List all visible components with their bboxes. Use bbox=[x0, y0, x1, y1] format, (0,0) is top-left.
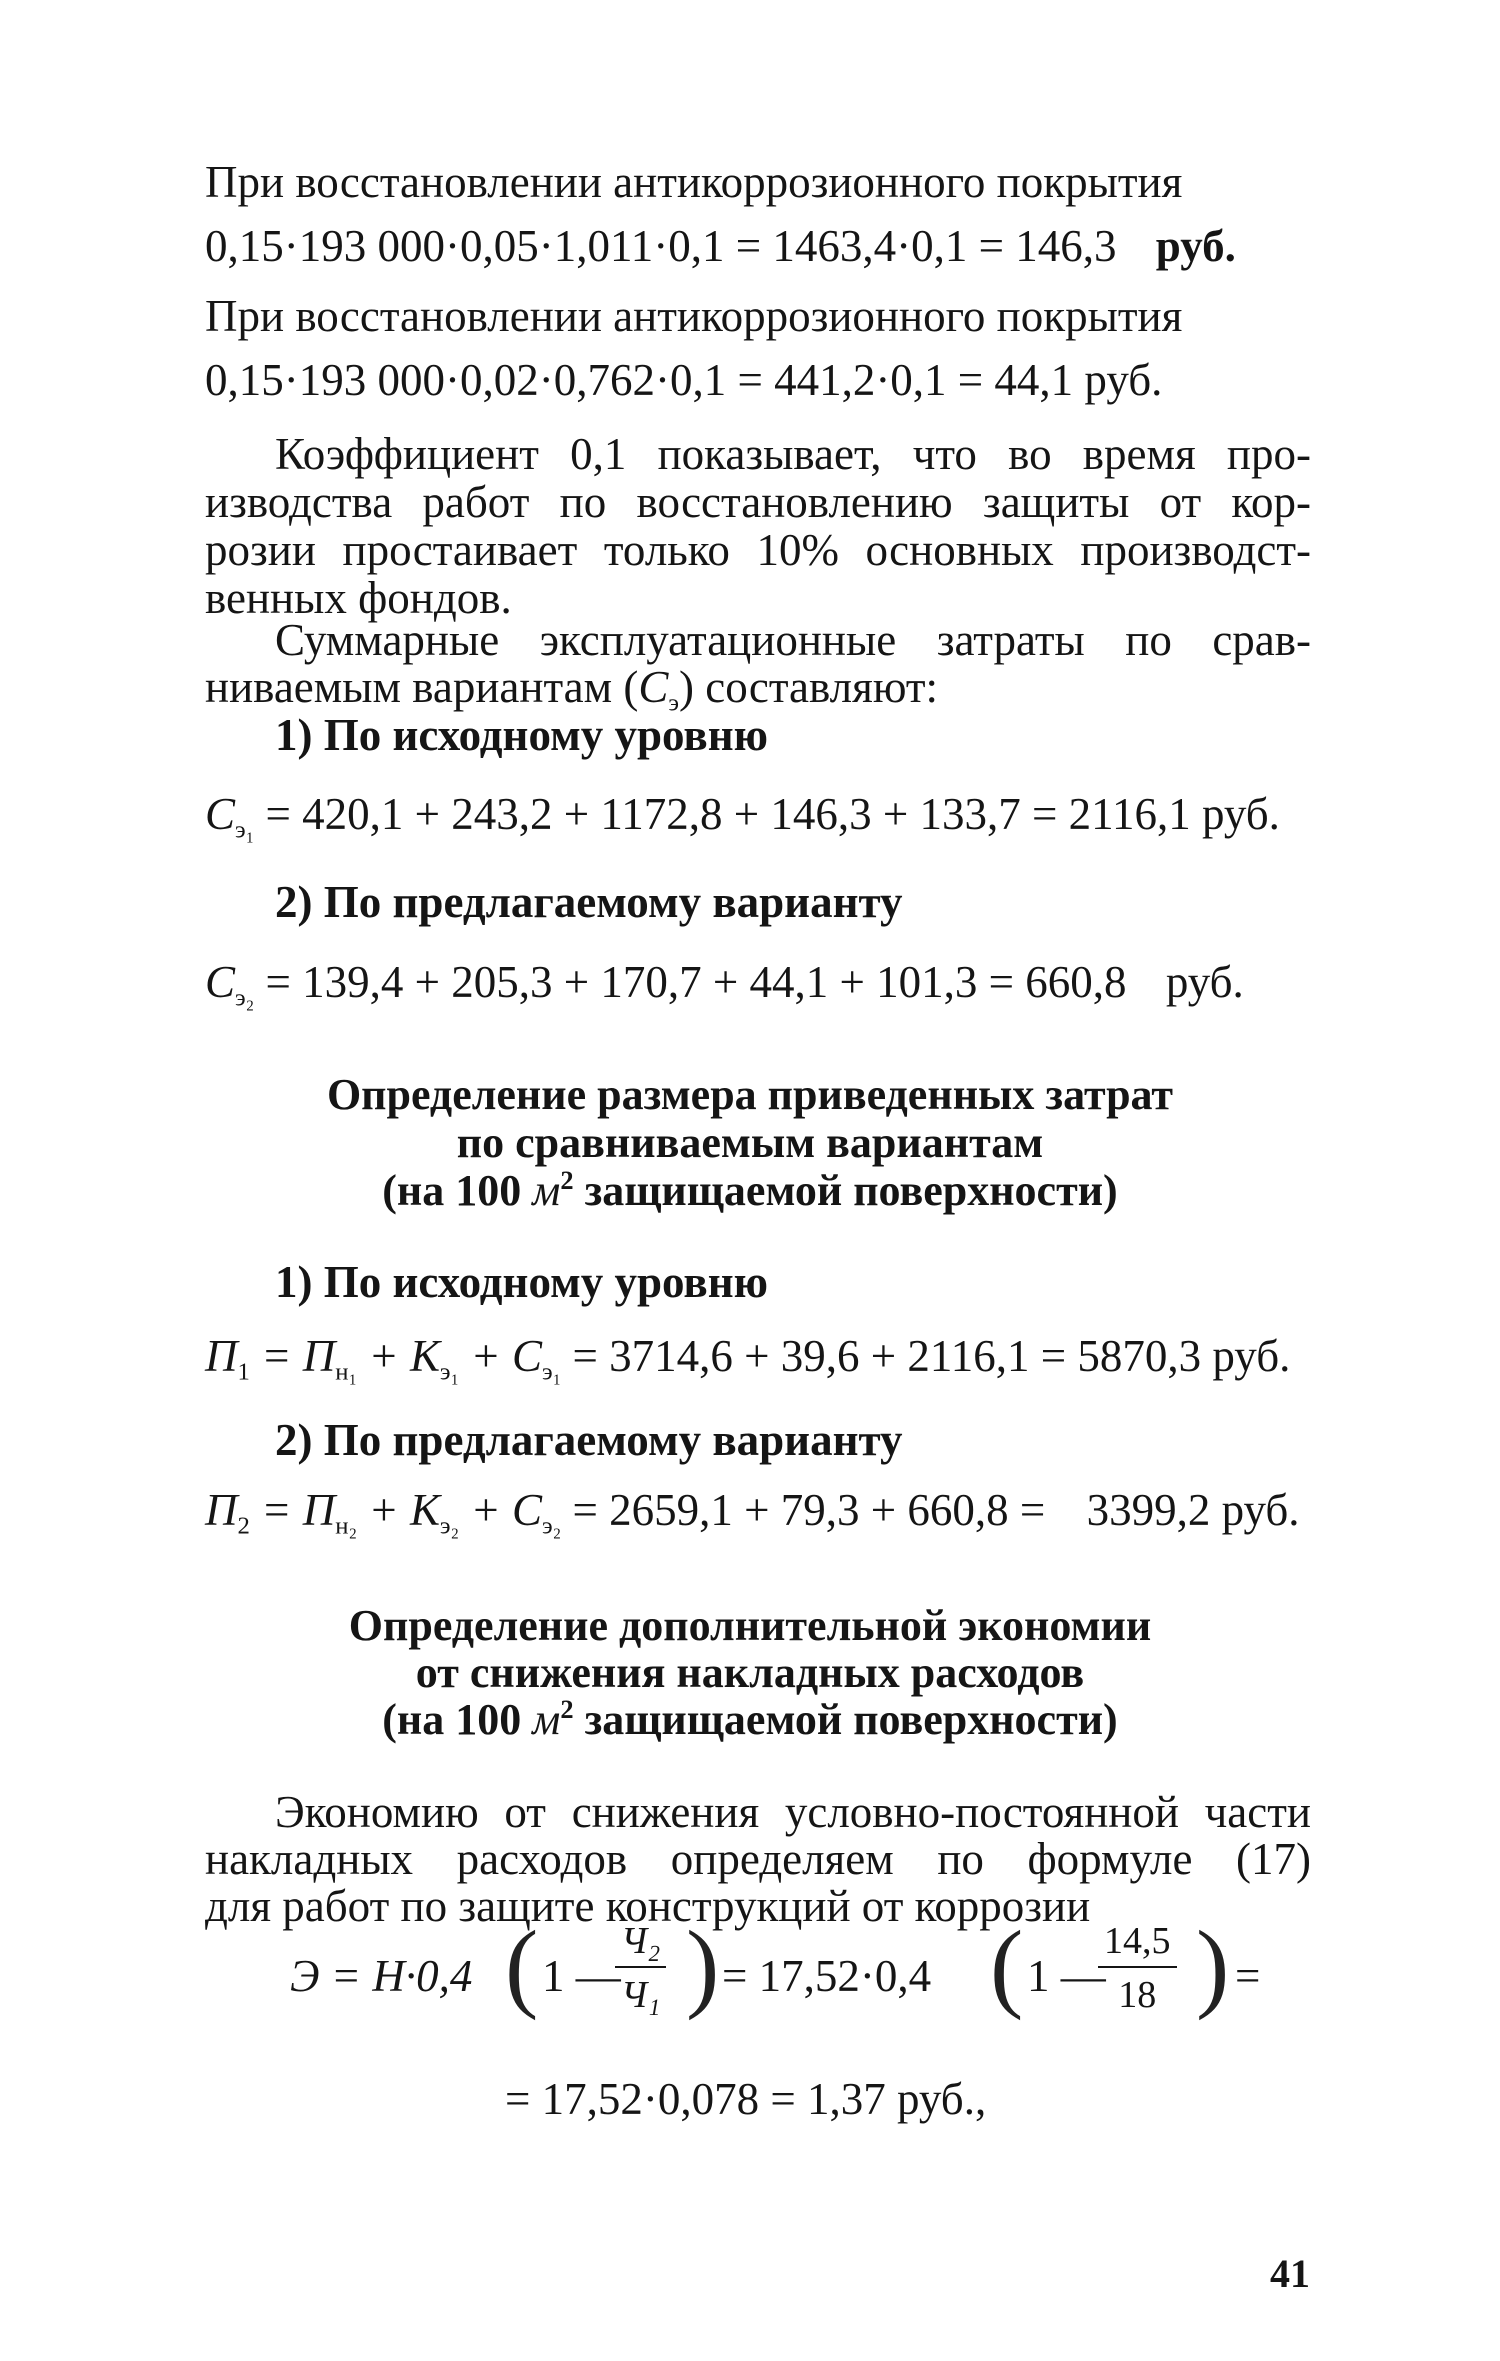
summary-para-line-1: Суммарные эксплуатационные затраты по срав- bbox=[275, 615, 1311, 665]
economy-para-line-1: Экономию от снижения условно-постоянной части bbox=[275, 1787, 1311, 1837]
reduced-term: = П bbox=[249, 1485, 336, 1535]
capital-term: + К bbox=[357, 1331, 440, 1381]
section-heading-1-line-3 bbox=[0, 1165, 1500, 1215]
section-heading-1-line-2: по сравниваемым вариантам bbox=[456, 1118, 1044, 1167]
right-paren-1: ) bbox=[686, 1910, 720, 2021]
reduced-symbol: П bbox=[205, 1485, 238, 1535]
fraction-numerator: Ч₂ bbox=[615, 1922, 666, 1968]
cost-term: + С bbox=[459, 1485, 543, 1535]
formula-lhs-text: Э = Н·0,4 bbox=[290, 1951, 473, 2001]
capital-term: + К bbox=[357, 1485, 440, 1535]
cost-subscript: э₂ bbox=[235, 984, 255, 1012]
unit-symbol: м bbox=[532, 1166, 561, 1215]
reduced-subscript: 1 bbox=[237, 1358, 250, 1386]
reduced-result-2: 3399,2 руб. bbox=[1086, 1485, 1300, 1535]
reduced-subscript: 2 bbox=[237, 1512, 250, 1540]
fraction-values bbox=[1098, 1922, 1177, 2014]
restore-calc-1-expr: 0,15·193 000·0,05·1,011·0,1 = 1463,4·0,1 = 146,3 bbox=[205, 221, 1117, 271]
coef-para-line-4: венных фондов. bbox=[205, 573, 512, 623]
coef-para-line-1: Коэффициент 0,1 показывает, что во время про- bbox=[275, 429, 1311, 479]
reduced-item-1: 1) По исходному уровню bbox=[275, 1257, 769, 1307]
economy-result: = 17,52·0,078 = 1,37 руб., bbox=[505, 2074, 987, 2124]
capital-subscript: э₁ bbox=[439, 1358, 460, 1386]
cost-subscript: э₁ bbox=[235, 816, 255, 844]
reduced-term-subscript: н₂ bbox=[335, 1512, 358, 1540]
reduced-formula-1 bbox=[205, 1331, 1291, 1386]
restore-calc-1-unit: руб. bbox=[1155, 221, 1236, 271]
heading-text: (на 100 bbox=[382, 1166, 533, 1215]
restore-line-1: При восстановлении антикоррозионного покрытия bbox=[205, 157, 1183, 207]
summary-text-end: ) составляют: bbox=[679, 662, 939, 712]
reduced-item-2: 2) По предлагаемому варианту bbox=[275, 1415, 903, 1465]
reduced-term-subscript: н₁ bbox=[335, 1358, 358, 1386]
reduced-expression-1: = 3714,6 + 39,6 + 2116,1 = 5870,3 руб. bbox=[561, 1331, 1291, 1381]
heading-text: (на 100 bbox=[382, 1695, 533, 1744]
cost-term-subscript: э₁ bbox=[542, 1358, 562, 1386]
formula-middle: = 17,52·0,4 bbox=[722, 1951, 932, 2001]
cost-symbol: С bbox=[638, 662, 669, 712]
reduced-formula-2 bbox=[205, 1485, 1300, 1540]
page-number: 41 bbox=[1270, 2251, 1310, 2296]
right-paren-2: ) bbox=[1196, 1910, 1230, 2021]
economy-para-line-2: накладных расходов определяем по формуле (17) bbox=[205, 1834, 1311, 1884]
section-heading-2-line-1: Определение дополнительной экономии bbox=[348, 1601, 1152, 1650]
heading-text-end: защищаемой поверхности) bbox=[573, 1166, 1118, 1215]
cost-formula-2 bbox=[205, 957, 1244, 1012]
section-heading-1-line-1: Определение размера приведенных затрат bbox=[326, 1070, 1174, 1119]
summary-text: ниваемым вариантам ( bbox=[205, 662, 639, 712]
unit-symbol: м bbox=[532, 1695, 561, 1744]
cost-item-1: 1) По исходному уровню bbox=[275, 710, 769, 760]
cost-term-subscript: э₂ bbox=[542, 1512, 562, 1540]
fraction-denominator: Ч₁ bbox=[621, 1974, 661, 2016]
cost-symbol: С bbox=[205, 957, 236, 1007]
economy-para-line-3: для работ по защите конструкций от коррозии bbox=[205, 1881, 1091, 1931]
coef-para-line-2: изводства работ по восстановлению защиты от кор- bbox=[205, 477, 1311, 527]
summary-para-line-2 bbox=[205, 662, 939, 717]
reduced-term: = П bbox=[249, 1331, 336, 1381]
unit-exponent: 2 bbox=[560, 1694, 574, 1725]
cost-symbol: С bbox=[205, 789, 236, 839]
fraction-numerator: 14,5 bbox=[1098, 1922, 1177, 1968]
heading-text-end: защищаемой поверхности) bbox=[573, 1695, 1118, 1744]
formula-one-minus-2: 1 — bbox=[1027, 1951, 1106, 2001]
cost-expression-1: = 420,1 + 243,2 + 1172,8 + 146,3 + 133,7 = 2116,1 руб. bbox=[254, 789, 1280, 839]
cost-unit-2: руб. bbox=[1165, 957, 1244, 1007]
coef-para-line-3: розии простаивает только 10% основных производст- bbox=[205, 525, 1311, 575]
capital-subscript: э₂ bbox=[439, 1512, 460, 1540]
cost-item-2: 2) По предлагаемому варианту bbox=[275, 877, 903, 927]
section-heading-2-line-2: от снижения накладных расходов bbox=[415, 1648, 1085, 1697]
restore-line-2: При восстановлении антикоррозионного покрытия bbox=[205, 291, 1183, 341]
fraction-denominator: 18 bbox=[1118, 1974, 1157, 2016]
reduced-symbol: П bbox=[205, 1331, 238, 1381]
restore-calc-1 bbox=[205, 221, 1236, 271]
left-paren-2: ( bbox=[990, 1910, 1024, 2021]
formula-one-minus-1: 1 — bbox=[542, 1951, 621, 2001]
cost-term: + С bbox=[459, 1331, 543, 1381]
fraction-workers bbox=[615, 1922, 666, 2014]
reduced-expression-2: = 2659,1 + 79,3 + 660,8 = bbox=[561, 1485, 1046, 1535]
cost-expression-2: = 139,4 + 205,3 + 170,7 + 44,1 + 101,3 = 660,8 bbox=[254, 957, 1127, 1007]
unit-exponent: 2 bbox=[560, 1165, 574, 1196]
cost-formula-1 bbox=[205, 789, 1280, 844]
section-heading-2-line-3 bbox=[0, 1694, 1500, 1744]
formula-equals: = bbox=[1235, 1951, 1261, 2001]
left-paren-1: ( bbox=[505, 1910, 539, 2021]
formula-lhs bbox=[290, 1950, 472, 2002]
cost-subscript: э bbox=[668, 689, 680, 717]
restore-calc-2: 0,15·193 000·0,02·0,762·0,1 = 441,2·0,1 = 44,1 руб. bbox=[205, 355, 1163, 405]
